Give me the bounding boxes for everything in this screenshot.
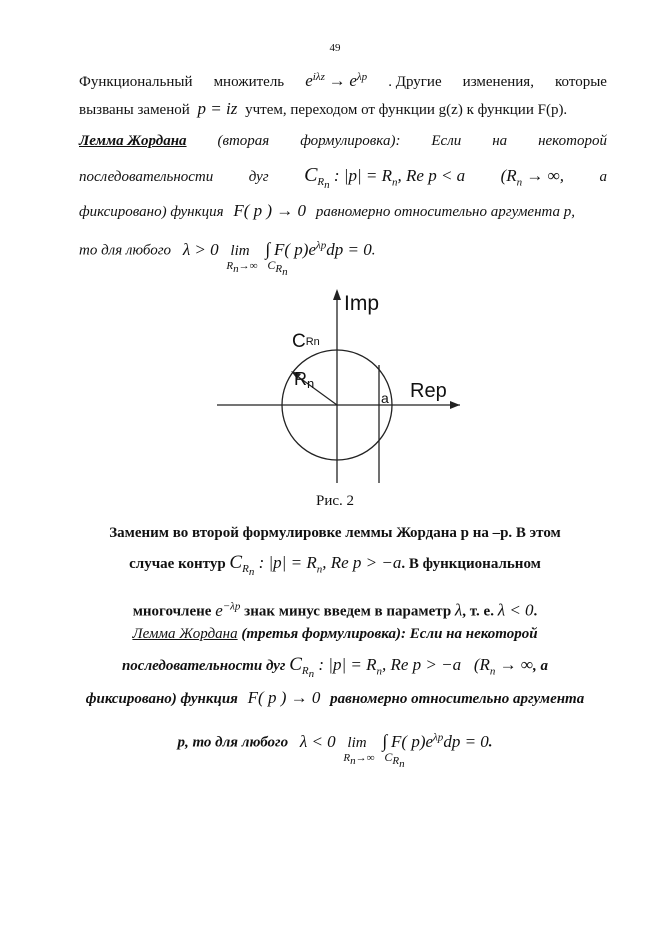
formula-lim: lim $R_n\to\infty$ (343, 734, 375, 767)
text: . (488, 734, 493, 751)
text: формулировка): (300, 133, 401, 149)
formula-contour: $C_{R_n}$ : $|p| = R_n$, Re p < a (304, 164, 466, 192)
imag-axis-arrow-icon (333, 289, 341, 300)
text: которые (555, 74, 607, 90)
formula-exp: $e^{-\lambda p}$ (215, 600, 241, 620)
text: равномерно относительно аргумента p, (315, 204, 576, 220)
text: Функциональный (79, 74, 193, 90)
para2-line1: Заменим во второй формулировке леммы Жордана p на –p. В этом (109, 525, 561, 541)
lemma2-line3 (79, 201, 607, 222)
text: на (492, 133, 508, 149)
lemma3-line1 (40, 624, 630, 644)
text: многочлене (132, 603, 212, 620)
para1-line2 (79, 99, 607, 120)
real-axis-label: Rep (410, 380, 447, 402)
lemma3-line3 (40, 688, 630, 709)
text: учтем, переходом от функции g(z) к функции F(p). (245, 102, 568, 118)
para1-line1 (79, 67, 607, 92)
formula-integral: ∫ $C_{R_n}$ (265, 238, 288, 279)
text: то для любого (79, 242, 172, 259)
lemma2-line2 (79, 165, 607, 196)
contour-label: CRn (292, 331, 320, 352)
formula-contour: $C_{R_n}$ : $|p| = R_n$, Re p > −a ($R_n$ → ∞ (289, 654, 534, 681)
text: , т. е. (462, 603, 494, 620)
text: фиксировано) функция (79, 204, 224, 220)
text: (третья формулировка): Если на некоторой (241, 626, 538, 642)
text: . (371, 242, 376, 259)
page-number: 49 (329, 42, 341, 54)
formula-exp: $e^{i\lambda z} \to e^{\lambda p}$ (305, 71, 368, 90)
text: знак минус введем в параметр (244, 603, 452, 620)
formula-integrand: F( $p)e^{\lambda p}dp = 0$ (274, 239, 372, 259)
formula: F( p ) → 0 (247, 688, 321, 707)
text: . (533, 603, 538, 620)
text: случае контур (129, 556, 226, 572)
contour-figure (210, 285, 470, 490)
imag-axis-label: Imp (344, 292, 380, 315)
formula-integrand: F( $p)e^{\lambda p}dp = 0$ (391, 731, 489, 751)
text: , a (533, 658, 549, 674)
formula: F( p ) → 0 (233, 201, 307, 220)
lemma-title: Лемма Жордана (79, 133, 187, 149)
text: последовательности дуг (121, 658, 286, 674)
radius-label: Rn (294, 369, 315, 391)
formula-integral: ∫ $C_{R_n}$ (382, 730, 405, 771)
text: . Другие (388, 74, 442, 90)
text: множитель (213, 74, 285, 90)
text: последовательности (79, 169, 214, 185)
text: фиксировано) функция (85, 691, 238, 707)
formula: p = iz (197, 99, 238, 118)
formula-condition: λ < 0 (299, 731, 336, 751)
real-axis-arrow-icon (450, 401, 460, 409)
text: p, то для любого (177, 734, 289, 751)
text: (вторая (217, 133, 270, 149)
text: равномерно относительно аргумента (330, 691, 585, 707)
para2-line2 (40, 553, 630, 583)
text: a (599, 169, 607, 185)
point-a-label: a (381, 390, 389, 406)
text: дуг (248, 169, 269, 185)
text: вызваны заменой (79, 102, 190, 118)
figure-caption: Рис. 2 (315, 493, 355, 509)
formula-condition: λ > 0 (182, 239, 219, 259)
text: изменения, (462, 74, 534, 90)
formula-lambda: λ (454, 600, 463, 620)
lemma2-line1 (79, 131, 607, 151)
formula-limit: ($R_n$ → ∞, (500, 166, 565, 189)
lemma-title: Лемма Жордана (132, 626, 238, 642)
lemma3-line4 (40, 727, 630, 771)
formula-lim: lim $R_n\to\infty$ (226, 242, 258, 275)
text: некоторой (538, 133, 607, 149)
formula-contour: $C_{R_n}$ : $|p| = R_n$, Re p > −a (229, 552, 402, 579)
para2-line3 (40, 596, 630, 622)
lemma2-line4 (79, 235, 607, 279)
text: . В функциональном (401, 556, 541, 572)
formula-condition: λ < 0 (497, 600, 534, 620)
text: Если (431, 133, 462, 149)
lemma3-line2 (40, 655, 630, 685)
